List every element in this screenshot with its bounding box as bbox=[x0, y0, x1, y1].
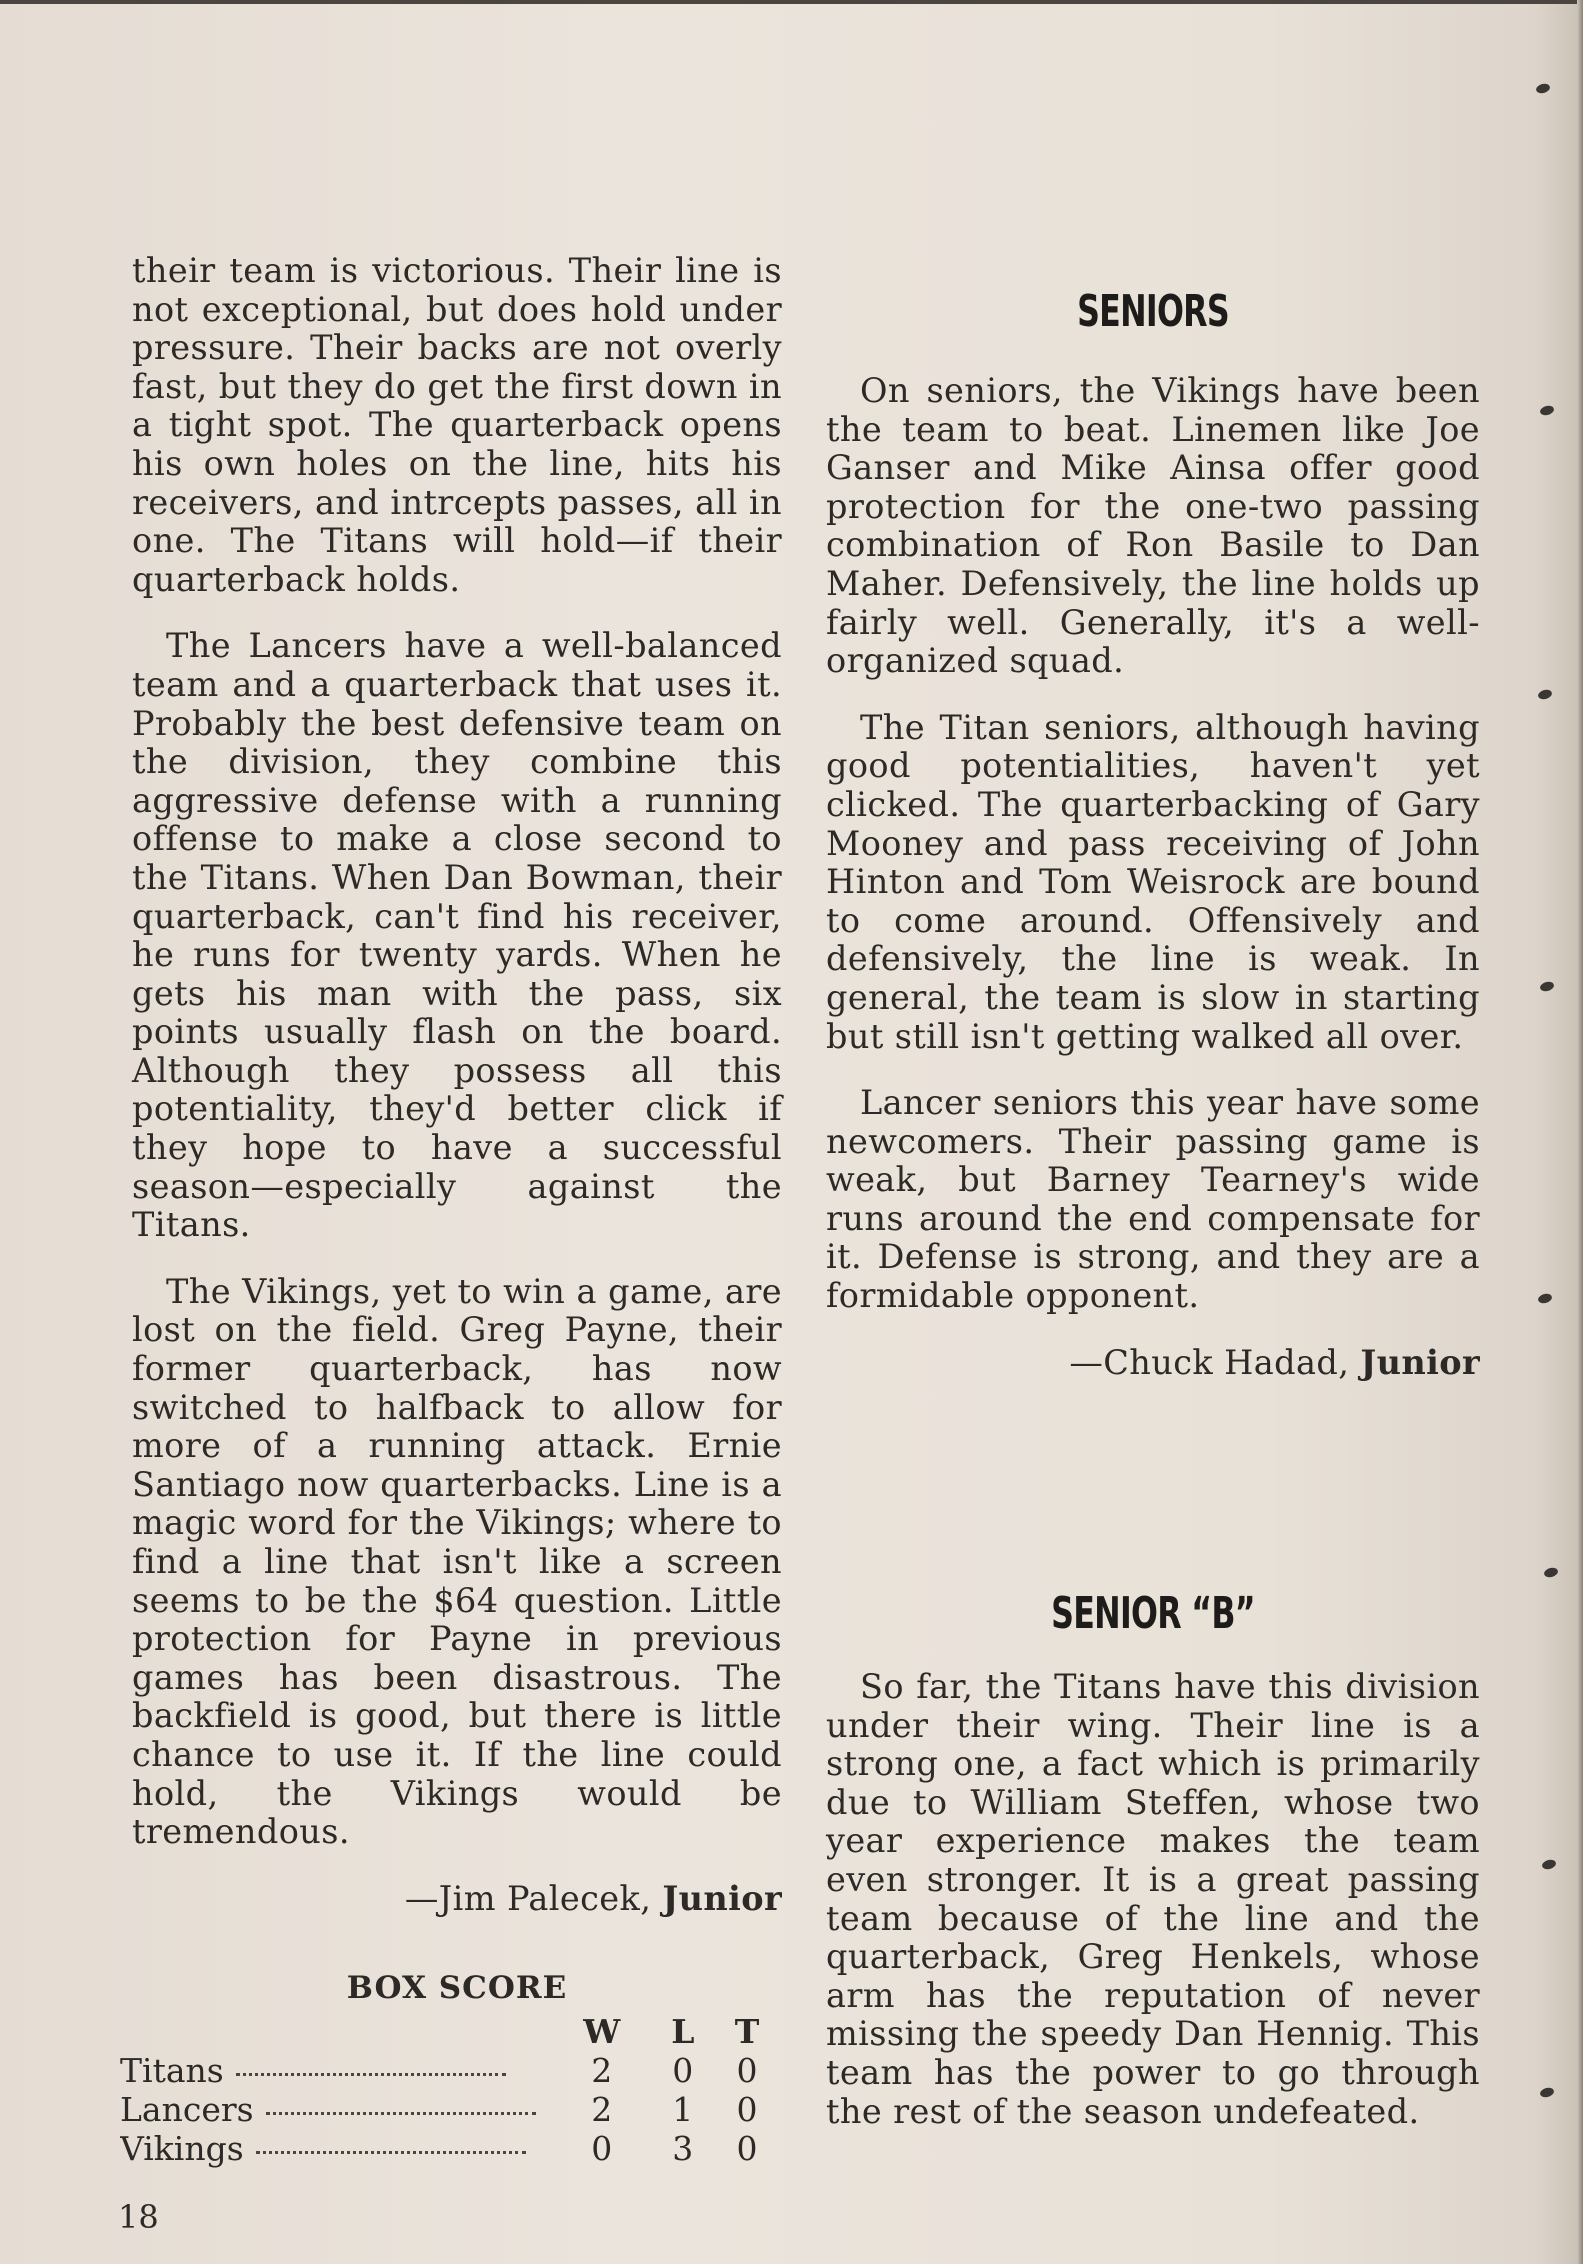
header-losses: L bbox=[671, 2012, 695, 2051]
binding-hole-mark bbox=[1537, 688, 1553, 700]
dot-leader bbox=[266, 2112, 536, 2115]
binding-hole-mark bbox=[1539, 980, 1555, 992]
top-edge bbox=[0, 0, 1583, 4]
box-score-header-row bbox=[120, 2012, 780, 2051]
section-heading-senior-b: SENIOR “B” bbox=[1051, 1588, 1255, 1639]
team-name: Lancers bbox=[120, 2090, 254, 2129]
byline bbox=[826, 1344, 1480, 1383]
dot-leader bbox=[256, 2151, 526, 2154]
article-paragraph: The Lancers have a well-balanced team and a quarterback that uses it. Probably the best defensive team on the division, they combine this aggressive defense with a running offense to make a close second to the Titans. When Dan Bowman, their quarterback, can't find his receiver, he runs for twenty yards. When he gets his man with the pass, six points usually flash on the board. Although they possess all this potentiality, they'd better click if they hope to have a successful season—especially against the Titans. bbox=[132, 626, 782, 1245]
seniors-section bbox=[826, 372, 1480, 1410]
box-score-title: BOX SCORE bbox=[346, 1970, 568, 2006]
header-ties: T bbox=[734, 2012, 760, 2051]
binding-hole-mark bbox=[1543, 1566, 1559, 1578]
ties-cell: 0 bbox=[736, 2051, 758, 2090]
byline-grade: Junior bbox=[662, 1878, 782, 1918]
table-row bbox=[120, 2129, 780, 2168]
article-paragraph: So far, the Titans have this division under their wing. Their line is a strong one, a fact which is primarily due to William Steffen, whose two year experience makes the team even stronger. It is a great passing team because of the line and the quarterback, Greg Henkels, whose arm has the reputation of never missing the speedy Dan Hennig. This team has the power to go through the rest of the season undefeated. bbox=[826, 1667, 1480, 2131]
team-name: Titans bbox=[120, 2051, 224, 2090]
losses-cell: 3 bbox=[672, 2129, 694, 2168]
senior-b-section bbox=[826, 1668, 1480, 2159]
article-paragraph: The Titan seniors, although having good potentialities, haven't yet clicked. The quarterbacking of Gary Mooney and pass receiving of John Hinton and Tom Weisrock are bound to come around. Offensively and defensively, the line is weak. In general, the team is slow in starting but still isn't getting walked all over. bbox=[826, 707, 1480, 1056]
losses-cell: 0 bbox=[672, 2051, 694, 2090]
team-cell bbox=[120, 2051, 552, 2090]
dot-leader bbox=[236, 2073, 506, 2076]
binding-hole-mark bbox=[1539, 2086, 1555, 2098]
page-number: 18 bbox=[118, 2198, 159, 2236]
team-cell bbox=[120, 2090, 552, 2129]
byline bbox=[132, 1880, 782, 1919]
table-row bbox=[120, 2090, 780, 2129]
article-paragraph: their team is victorious. Their line is not exceptional, but does hold under pressure. Their backs are not overly fast, but they do get the first down in a tight spot. The quarterback opens his own holes on the line, hits his receivers, and intrcepts passes, all in one. The Titans will hold—if their quarterback holds. bbox=[132, 251, 782, 599]
team-name: Vikings bbox=[120, 2129, 244, 2168]
header-wins: W bbox=[583, 2012, 621, 2051]
ties-cell: 0 bbox=[736, 2090, 758, 2129]
section-heading-seniors: SENIORS bbox=[1077, 286, 1229, 337]
binding-edge bbox=[1577, 0, 1583, 2264]
article-paragraph: On seniors, the Vikings have been the team to beat. Linemen like Joe Ganser and Mike Ainsa offer good protection for the one-two passing combination of Ron Basile to Dan Maher. Defensively, the line holds up fairly well. Generally, it's a well-organized squad. bbox=[826, 371, 1480, 681]
losses-cell: 1 bbox=[672, 2090, 694, 2129]
wins-cell: 2 bbox=[591, 2051, 613, 2090]
article-paragraph: The Vikings, yet to win a game, are lost on the field. Greg Payne, their former quarterback, has now switched to halfback to allow for more of a running attack. Ernie Santiago now quarterbacks. Line is a magic word for the Vikings; where to find a line that isn't like a screen seems to be the $64 question. Little protection for Payne in previous games has been disastrous. The backfield is good, but there is little chance to use it. If the line could hold, the Vikings would be tremendous. bbox=[132, 1271, 782, 1852]
ties-cell: 0 bbox=[736, 2129, 758, 2168]
team-cell bbox=[120, 2129, 552, 2168]
left-column bbox=[132, 252, 782, 1946]
header-team bbox=[120, 2012, 552, 2051]
binding-hole-mark bbox=[1535, 82, 1551, 94]
byline-name: —Chuck Hadad, bbox=[1069, 1342, 1350, 1382]
byline-grade: Junior bbox=[1360, 1342, 1480, 1382]
binding-hole-mark bbox=[1539, 404, 1555, 416]
wins-cell: 0 bbox=[591, 2129, 613, 2168]
wins-cell: 2 bbox=[591, 2090, 613, 2129]
table-row bbox=[120, 2051, 780, 2090]
byline-name: —Jim Palecek, bbox=[404, 1878, 652, 1918]
article-paragraph: Lancer seniors this year have some newcomers. Their passing game is weak, but Barney Tearney's wide runs around the end compensate for it. Defense is strong, and they are a formidable opponent. bbox=[826, 1083, 1480, 1316]
binding-hole-mark bbox=[1541, 1858, 1557, 1870]
box-score-table bbox=[120, 2012, 780, 2168]
binding-hole-mark bbox=[1537, 1292, 1553, 1304]
